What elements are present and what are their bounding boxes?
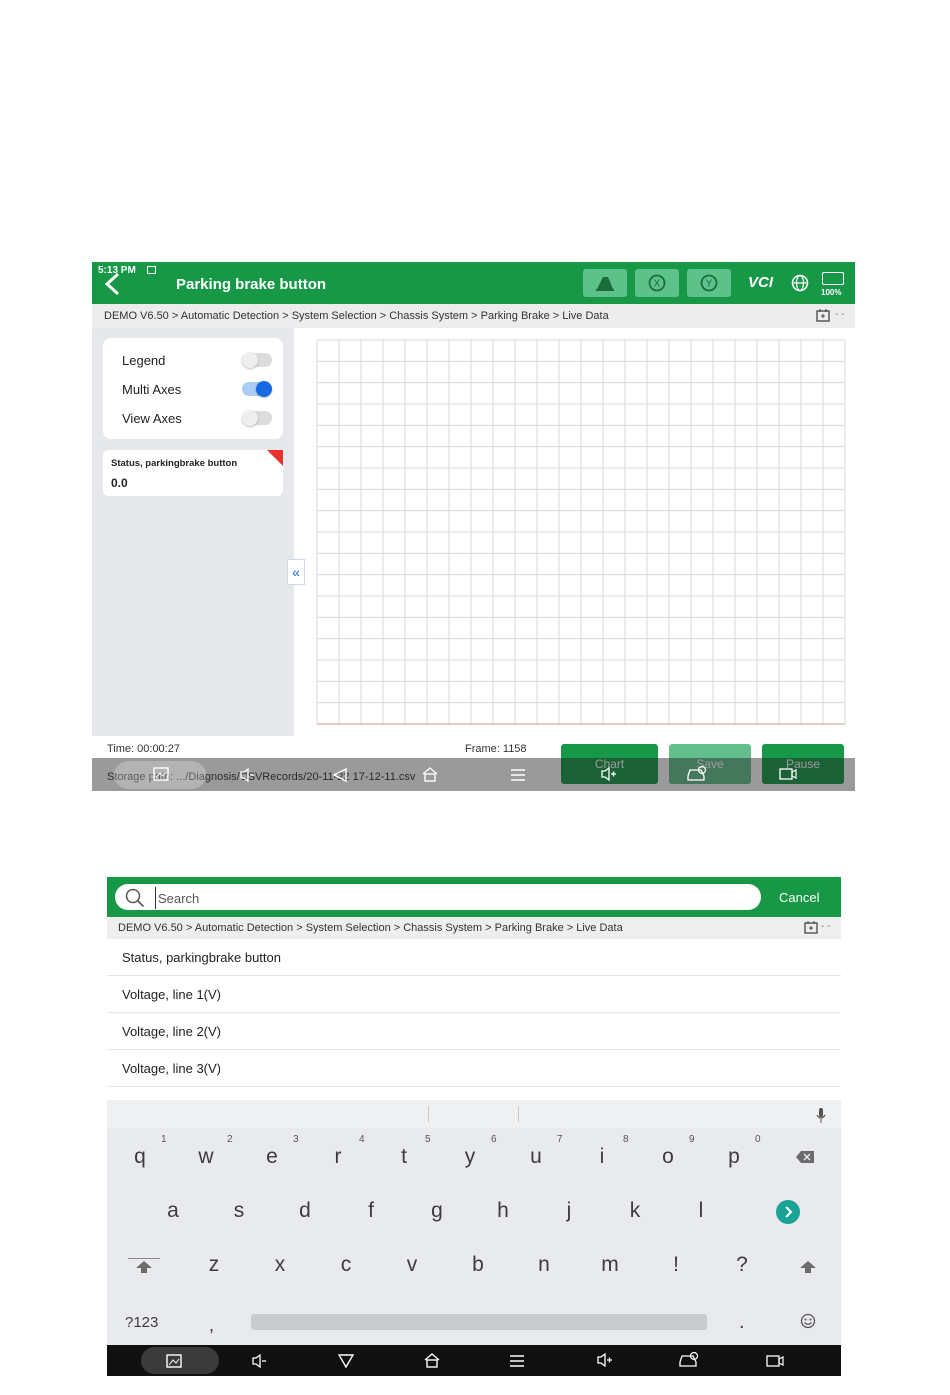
car-diagnosis-icon[interactable] (678, 1351, 700, 1369)
key-b[interactable]: b (472, 1253, 484, 1276)
pause-button[interactable]: Pause (762, 744, 844, 784)
key-t[interactable]: t (401, 1145, 407, 1168)
live-data-item-name: Status, parkingbrake button (111, 458, 238, 469)
calendar-icon (804, 921, 818, 934)
volume-down-icon[interactable] (250, 1353, 268, 1369)
svg-text:Y: Y (705, 278, 713, 290)
battery-icon (822, 272, 844, 285)
chart-options-card (103, 338, 283, 439)
list-item[interactable]: Status, parkingbrake button (107, 939, 841, 976)
svg-text:X: X (653, 278, 661, 290)
breadcrumb-suffix: - - (821, 921, 831, 932)
notification-icon (147, 266, 156, 274)
key-x[interactable]: x (274, 1253, 286, 1276)
search-icon (125, 888, 145, 908)
key-o[interactable]: o (662, 1145, 674, 1168)
save-button[interactable]: Save (669, 744, 751, 784)
enter-go-icon[interactable] (775, 1199, 801, 1225)
key-u[interactable]: u (530, 1145, 542, 1168)
car-diagnosis-icon[interactable] (686, 765, 708, 783)
screenshot-icon[interactable] (165, 1353, 183, 1369)
frame-count: Frame: 1158 (465, 743, 527, 755)
recent-apps-icon[interactable] (509, 1353, 525, 1369)
suggestion-divider (428, 1106, 429, 1122)
shift-right-icon[interactable] (799, 1260, 817, 1274)
cancel-button[interactable]: Cancel (779, 890, 820, 905)
elapsed-time: Time: 00:00:27 (107, 743, 180, 755)
search-input[interactable] (155, 887, 750, 909)
backspace-icon[interactable] (795, 1150, 815, 1164)
key-c[interactable]: c (340, 1253, 352, 1276)
key-g[interactable]: g (431, 1199, 443, 1222)
key-?[interactable]: ? (736, 1253, 748, 1276)
breadcrumb-suffix: - - (835, 309, 845, 320)
key-y[interactable]: y (464, 1145, 476, 1168)
multi-axes-toggle[interactable] (242, 382, 272, 396)
key-k[interactable]: k (629, 1199, 641, 1222)
key-z[interactable]: z (208, 1253, 220, 1276)
screen-record-icon[interactable] (779, 767, 797, 781)
car-lift-button[interactable] (583, 269, 627, 297)
zoom-x-icon (646, 273, 668, 293)
key-l[interactable]: l (698, 1199, 704, 1222)
selected-corner-marker (267, 450, 283, 466)
key-m[interactable]: m (601, 1253, 619, 1276)
collapse-panel-button[interactable]: « (287, 559, 305, 585)
key-hint-e: 3 (293, 1134, 299, 1145)
emoji-icon[interactable] (800, 1313, 816, 1329)
symbols-key[interactable]: ?123 (125, 1314, 159, 1331)
live-data-item-card[interactable] (103, 450, 283, 496)
on-screen-keyboard (107, 1100, 841, 1345)
key-hint-q: 1 (161, 1134, 167, 1145)
zoom-y-button[interactable] (687, 269, 731, 297)
shift-left-icon[interactable] (135, 1260, 153, 1274)
key-hint-p: 0 (755, 1134, 761, 1145)
home-icon[interactable] (421, 766, 439, 782)
key-h[interactable]: h (497, 1199, 509, 1222)
view-axes-option-label: View Axes (122, 411, 182, 426)
key-![interactable]: ! (673, 1253, 679, 1276)
key-w[interactable]: w (198, 1145, 214, 1168)
key-d[interactable]: d (299, 1199, 311, 1222)
multi-axes-option-label: Multi Axes (122, 382, 182, 397)
battery-percent: 100% (821, 288, 842, 297)
home-icon[interactable] (423, 1352, 441, 1368)
live-data-item-value: 0.0 (111, 476, 128, 490)
period-key[interactable]: . (739, 1311, 745, 1333)
microphone-icon[interactable] (816, 1108, 826, 1123)
back-triangle-icon[interactable] (338, 1353, 354, 1368)
zoom-x-button[interactable] (635, 269, 679, 297)
chart-button[interactable]: Chart (561, 744, 658, 784)
keyboard-suggestion-bar (107, 1100, 841, 1128)
view-axes-toggle[interactable] (242, 411, 272, 425)
suggestion-divider (518, 1106, 519, 1122)
calendar-icon (816, 309, 830, 322)
key-hint-t: 5 (425, 1134, 431, 1145)
recent-apps-icon[interactable] (510, 767, 526, 783)
list-item[interactable]: Voltage, line 1(V) (107, 976, 841, 1013)
list-item[interactable]: Voltage, line 2(V) (107, 1013, 841, 1050)
breadcrumb: DEMO V6.50 > Automatic Detection > System Selection > Chassis System > Parking Brake > Live Data (118, 922, 623, 934)
storage-path: Storage path: .../Diagnosis/CSVRecords/20-11-22 17-12-11.csv (107, 771, 416, 783)
zoom-y-icon (698, 273, 720, 293)
search-screen (107, 877, 841, 1376)
volume-up-icon[interactable] (595, 1352, 613, 1368)
volume-up-icon[interactable] (599, 766, 617, 782)
key-hint-i: 8 (623, 1134, 629, 1145)
globe-icon[interactable] (791, 274, 809, 292)
search-box[interactable] (115, 884, 761, 910)
key-r[interactable]: r (334, 1145, 342, 1168)
key-j[interactable]: j (566, 1199, 572, 1222)
back-triangle-icon[interactable] (332, 767, 348, 783)
screen-record-icon[interactable] (766, 1354, 784, 1368)
page-title: Parking brake button (176, 276, 327, 293)
key-hint-u: 7 (557, 1134, 563, 1145)
key-q[interactable]: q (134, 1145, 146, 1168)
screenshot-icon[interactable] (152, 766, 170, 782)
status-time: 5:13 PM (98, 265, 136, 276)
vci-label[interactable]: VCI (748, 274, 774, 291)
legend-option-label: Legend (122, 353, 166, 368)
key-hint-w: 2 (227, 1134, 233, 1145)
volume-down-icon[interactable] (238, 767, 256, 783)
key-p[interactable]: p (728, 1145, 740, 1168)
key-hint-r: 4 (359, 1134, 365, 1145)
key-e[interactable]: e (266, 1145, 278, 1168)
legend-toggle[interactable] (242, 353, 272, 367)
key-i[interactable]: i (599, 1145, 605, 1168)
key-n[interactable]: n (538, 1253, 550, 1276)
key-f[interactable]: f (368, 1199, 374, 1222)
space-bar[interactable] (251, 1314, 707, 1330)
breadcrumb: DEMO V6.50 > Automatic Detection > System Selection > Chassis System > Parking Brake > Live Data (104, 310, 609, 322)
key-s[interactable]: s (233, 1199, 245, 1222)
comma-key[interactable]: , (209, 1315, 215, 1335)
chart-grid (316, 339, 846, 725)
key-hint-o: 9 (689, 1134, 695, 1145)
back-arrow-icon[interactable] (102, 272, 124, 296)
system-navigation-overlay (92, 758, 855, 791)
car-lift-icon (594, 273, 616, 293)
live-data-chart-screen (92, 262, 855, 791)
key-v[interactable]: v (406, 1253, 418, 1276)
key-a[interactable]: a (167, 1199, 179, 1222)
key-hint-y: 6 (491, 1134, 497, 1145)
list-item[interactable]: Voltage, line 3(V) (107, 1050, 841, 1087)
